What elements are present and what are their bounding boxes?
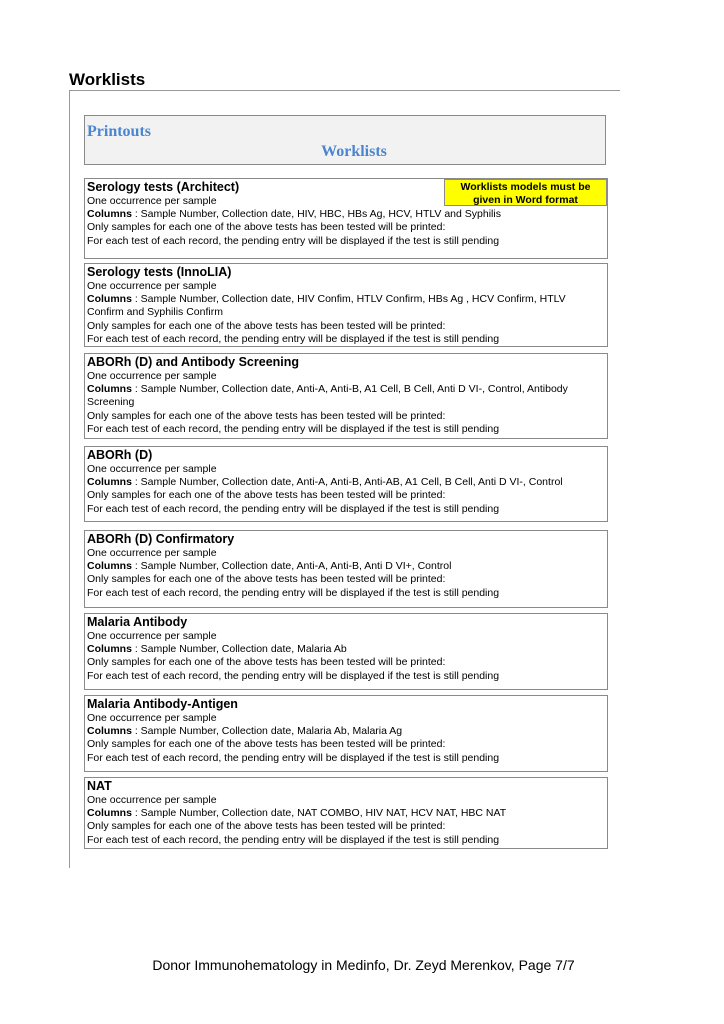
columns-text: : Sample Number, Collection date, NAT COMBO, HIV NAT, HCV NAT, HBC NAT <box>131 807 507 820</box>
section-malaria-antibody <box>84 613 608 690</box>
section-only-line: Only samples for each one of the above tests has been tested will be printed: <box>87 319 446 332</box>
section-pending-line: For each test of each record, the pending entry will be displayed if the test is still pending <box>87 833 500 846</box>
section-pending-line: For each test of each record, the pending entry will be displayed if the test is still pending <box>87 502 500 515</box>
section-only-line: Only samples for each one of the above tests has been tested will be printed: <box>87 573 446 586</box>
section-pending-line: For each test of each record, the pending entry will be displayed if the test is still pending <box>87 234 500 247</box>
section-pending-line: For each test of each record, the pending entry will be displayed if the test is still pending <box>87 669 500 682</box>
section-only-line: Only samples for each one of the above tests has been tested will be printed: <box>87 656 446 669</box>
columns-text: : Sample Number, Collection date, Malaria Ab <box>131 643 347 656</box>
word-format-note <box>444 179 607 206</box>
section-title: Serology tests (InnoLIA) <box>87 265 232 279</box>
columns-label: Columns <box>87 476 132 489</box>
section-columns <box>87 560 605 573</box>
section-title: ABORh (D) Confirmatory <box>87 532 235 546</box>
section-occurrence: One occurrence per sample <box>87 280 217 292</box>
columns-text: : Sample Number, Collection date, Malaria Ab, Malaria Ag <box>131 725 403 738</box>
columns-text: : Sample Number, Collection date, HIV, HBC, HBs Ag, HCV, HTLV and Syphilis <box>131 208 501 221</box>
section-occurrence: One occurrence per sample <box>87 195 217 207</box>
section-occurrence: One occurrence per sample <box>87 794 217 806</box>
section-aborh-d <box>84 446 608 522</box>
note-line-2: given in Word format <box>473 193 578 206</box>
printouts-title: Printouts <box>87 123 151 140</box>
section-title: NAT <box>87 779 112 793</box>
section-columns <box>87 208 605 221</box>
columns-label: Columns <box>87 208 132 221</box>
section-columns <box>87 725 605 738</box>
worklists-subtitle: Worklists <box>321 143 387 160</box>
left-margin-rule <box>69 90 70 868</box>
section-columns <box>87 807 605 820</box>
page-title: Worklists <box>69 70 146 89</box>
printouts-header-box <box>84 115 606 165</box>
section-title: Malaria Antibody <box>87 615 188 629</box>
section-aborh-confirmatory <box>84 530 608 608</box>
section-only-line: Only samples for each one of the above tests has been tested will be printed: <box>87 820 446 833</box>
section-occurrence: One occurrence per sample <box>87 463 217 475</box>
section-columns <box>87 383 605 409</box>
columns-label: Columns <box>87 293 132 306</box>
section-columns <box>87 643 605 656</box>
section-pending-line: For each test of each record, the pending entry will be displayed if the test is still pending <box>87 586 500 599</box>
note-line-1: Worklists models must be <box>460 181 591 193</box>
section-pending-line: For each test of each record, the pending entry will be displayed if the test is still pending <box>87 422 500 435</box>
section-aborh-antibody-screening <box>84 353 608 439</box>
section-occurrence: One occurrence per sample <box>87 370 217 382</box>
section-title: Serology tests (Architect) <box>87 180 240 194</box>
section-columns <box>87 476 605 489</box>
columns-text: : Sample Number, Collection date, Anti-A, Anti-B, A1 Cell, B Cell, Anti D VI-, Control, Antibody Screening <box>87 383 568 409</box>
section-only-line: Only samples for each one of the above tests has been tested will be printed: <box>87 738 446 751</box>
columns-text: : Sample Number, Collection date, Anti-A, Anti-B, Anti-AB, A1 Cell, B Cell, Anti D VI-, Control <box>131 476 563 489</box>
columns-label: Columns <box>87 643 132 656</box>
section-serology-innolia <box>84 263 608 347</box>
section-pending-line: For each test of each record, the pending entry will be displayed if the test is still pending <box>87 751 500 764</box>
section-occurrence: One occurrence per sample <box>87 712 217 724</box>
heading-divider <box>69 90 620 91</box>
columns-label: Columns <box>87 725 132 738</box>
page-footer: Donor Immunohematology in Medinfo, Dr. Zeyd Merenkov, Page 7/7 <box>152 957 575 973</box>
section-columns <box>87 293 605 319</box>
columns-text: : Sample Number, Collection date, HIV Confim, HTLV Confirm, HBs Ag , HCV Confirm, HTLV Confirm and Syphilis Confirm <box>87 293 566 319</box>
section-pending-line: For each test of each record, the pending entry will be displayed if the test is still pending <box>87 332 500 345</box>
section-only-line: Only samples for each one of the above tests has been tested will be printed: <box>87 221 446 234</box>
section-malaria-antibody-antigen <box>84 695 608 772</box>
section-title: Malaria Antibody-Antigen <box>87 697 238 711</box>
section-occurrence: One occurrence per sample <box>87 630 217 642</box>
section-title: ABORh (D) <box>87 448 153 462</box>
columns-label: Columns <box>87 807 132 820</box>
section-title: ABORh (D) and Antibody Screening <box>87 355 300 369</box>
section-only-line: Only samples for each one of the above tests has been tested will be printed: <box>87 489 446 502</box>
section-occurrence: One occurrence per sample <box>87 547 217 559</box>
columns-text: : Sample Number, Collection date, Anti-A, Anti-B, Anti D VI+, Control <box>131 560 452 573</box>
columns-label: Columns <box>87 383 132 396</box>
section-nat <box>84 777 608 849</box>
section-only-line: Only samples for each one of the above tests has been tested will be printed: <box>87 409 446 422</box>
columns-label: Columns <box>87 560 132 573</box>
